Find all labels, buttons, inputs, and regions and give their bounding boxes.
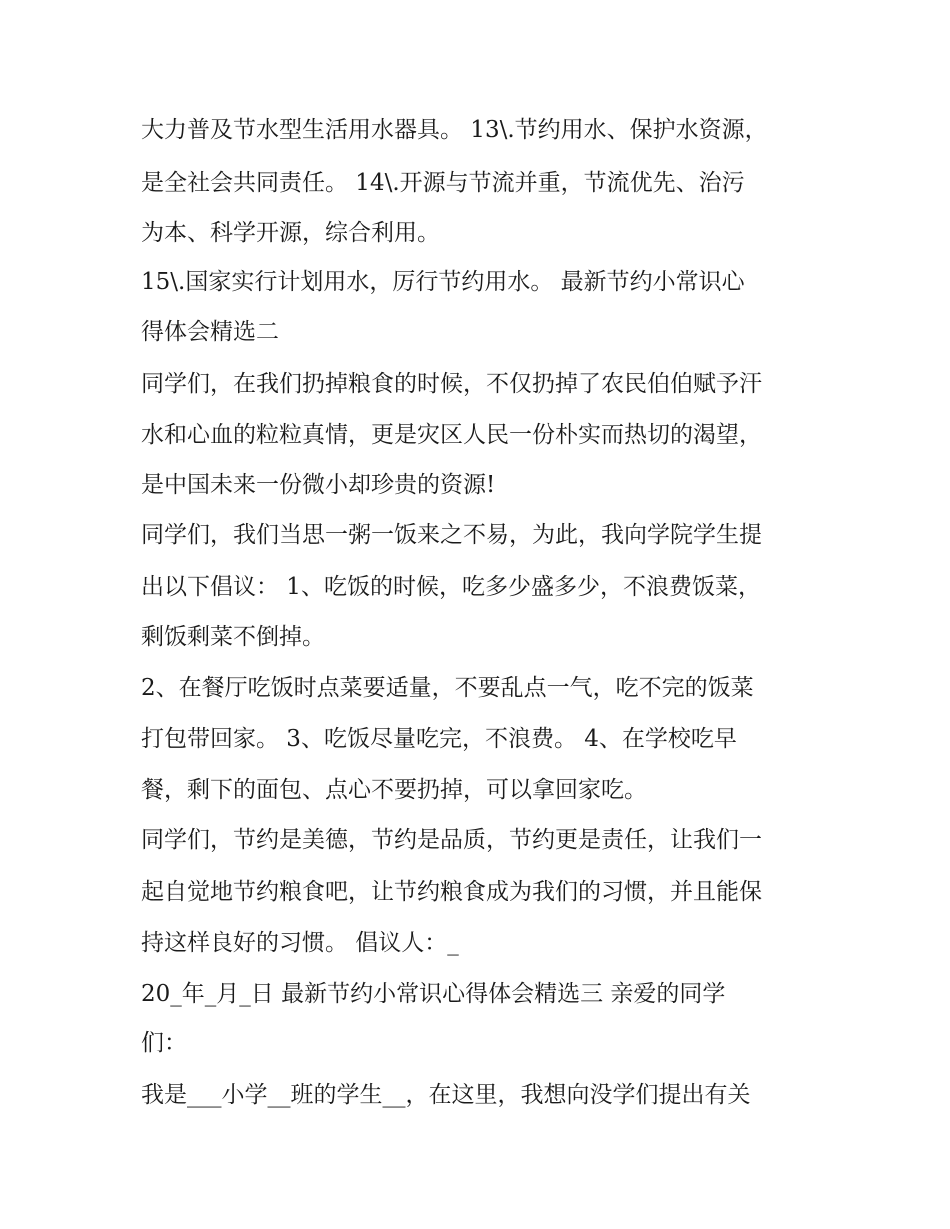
text-line: 2、在餐厅吃饭时点菜要适量，不要乱点一气，吃不完的饭菜 — [141, 675, 754, 701]
text-line: 是全社会共同责任。 14\.开源与节流并重，节流优先、治污 — [141, 170, 745, 196]
text-line: 们： — [141, 1030, 187, 1056]
text-line: 同学们，节约是美德，节约是品质，节约更是责任，让我们一 — [141, 827, 762, 853]
text-line: 同学们，我们当思一粥一饭来之不易，为此，我向学院学生提 — [141, 522, 762, 548]
text-line: 起自觉地节约粮食吧，让节约粮食成为我们的习惯，并且能保 — [141, 879, 762, 905]
text-line: 大力普及节水型生活用水器具。 13\.节约用水、保护水资源， — [141, 117, 768, 143]
text-line: 我是___小学__班的学生__，在这里，我想向没学们提出有关 — [141, 1082, 751, 1108]
text-line: 水和心血的粒粒真情，更是灾区人民一份朴实而热切的渴望， — [141, 422, 762, 448]
text-line: 打包带回家。 3、吃饭尽量吃完，不浪费。 4、在学校吃早 — [141, 726, 737, 752]
text-line: 剩饭剩菜不倒掉。 — [141, 624, 325, 650]
text-line: 餐，剩下的面包、点心不要扔掉，可以拿回家吃。 — [141, 777, 647, 803]
text-line: 是中国未来一份微小却珍贵的资源! — [141, 472, 496, 498]
text-line: 持这样良好的习惯。 倡议人：_ — [141, 930, 459, 956]
text-line: 出以下倡议： 1、吃饭的时候，吃多少盛多少，不浪费饭菜， — [141, 574, 761, 600]
text-line: 同学们，在我们扔掉粮食的时候，不仅扔掉了农民伯伯赋予汗 — [141, 371, 762, 397]
text-line: 15\.国家实行计划用水，厉行节约用水。 最新节约小常识心 — [141, 269, 745, 295]
text-line: 得体会精选二 — [141, 319, 279, 345]
text-line: 20_年_月_日 最新节约小常识心得体会精选三 亲爱的同学 — [141, 981, 726, 1007]
text-line: 为本、科学开源，综合利用。 — [141, 220, 440, 246]
